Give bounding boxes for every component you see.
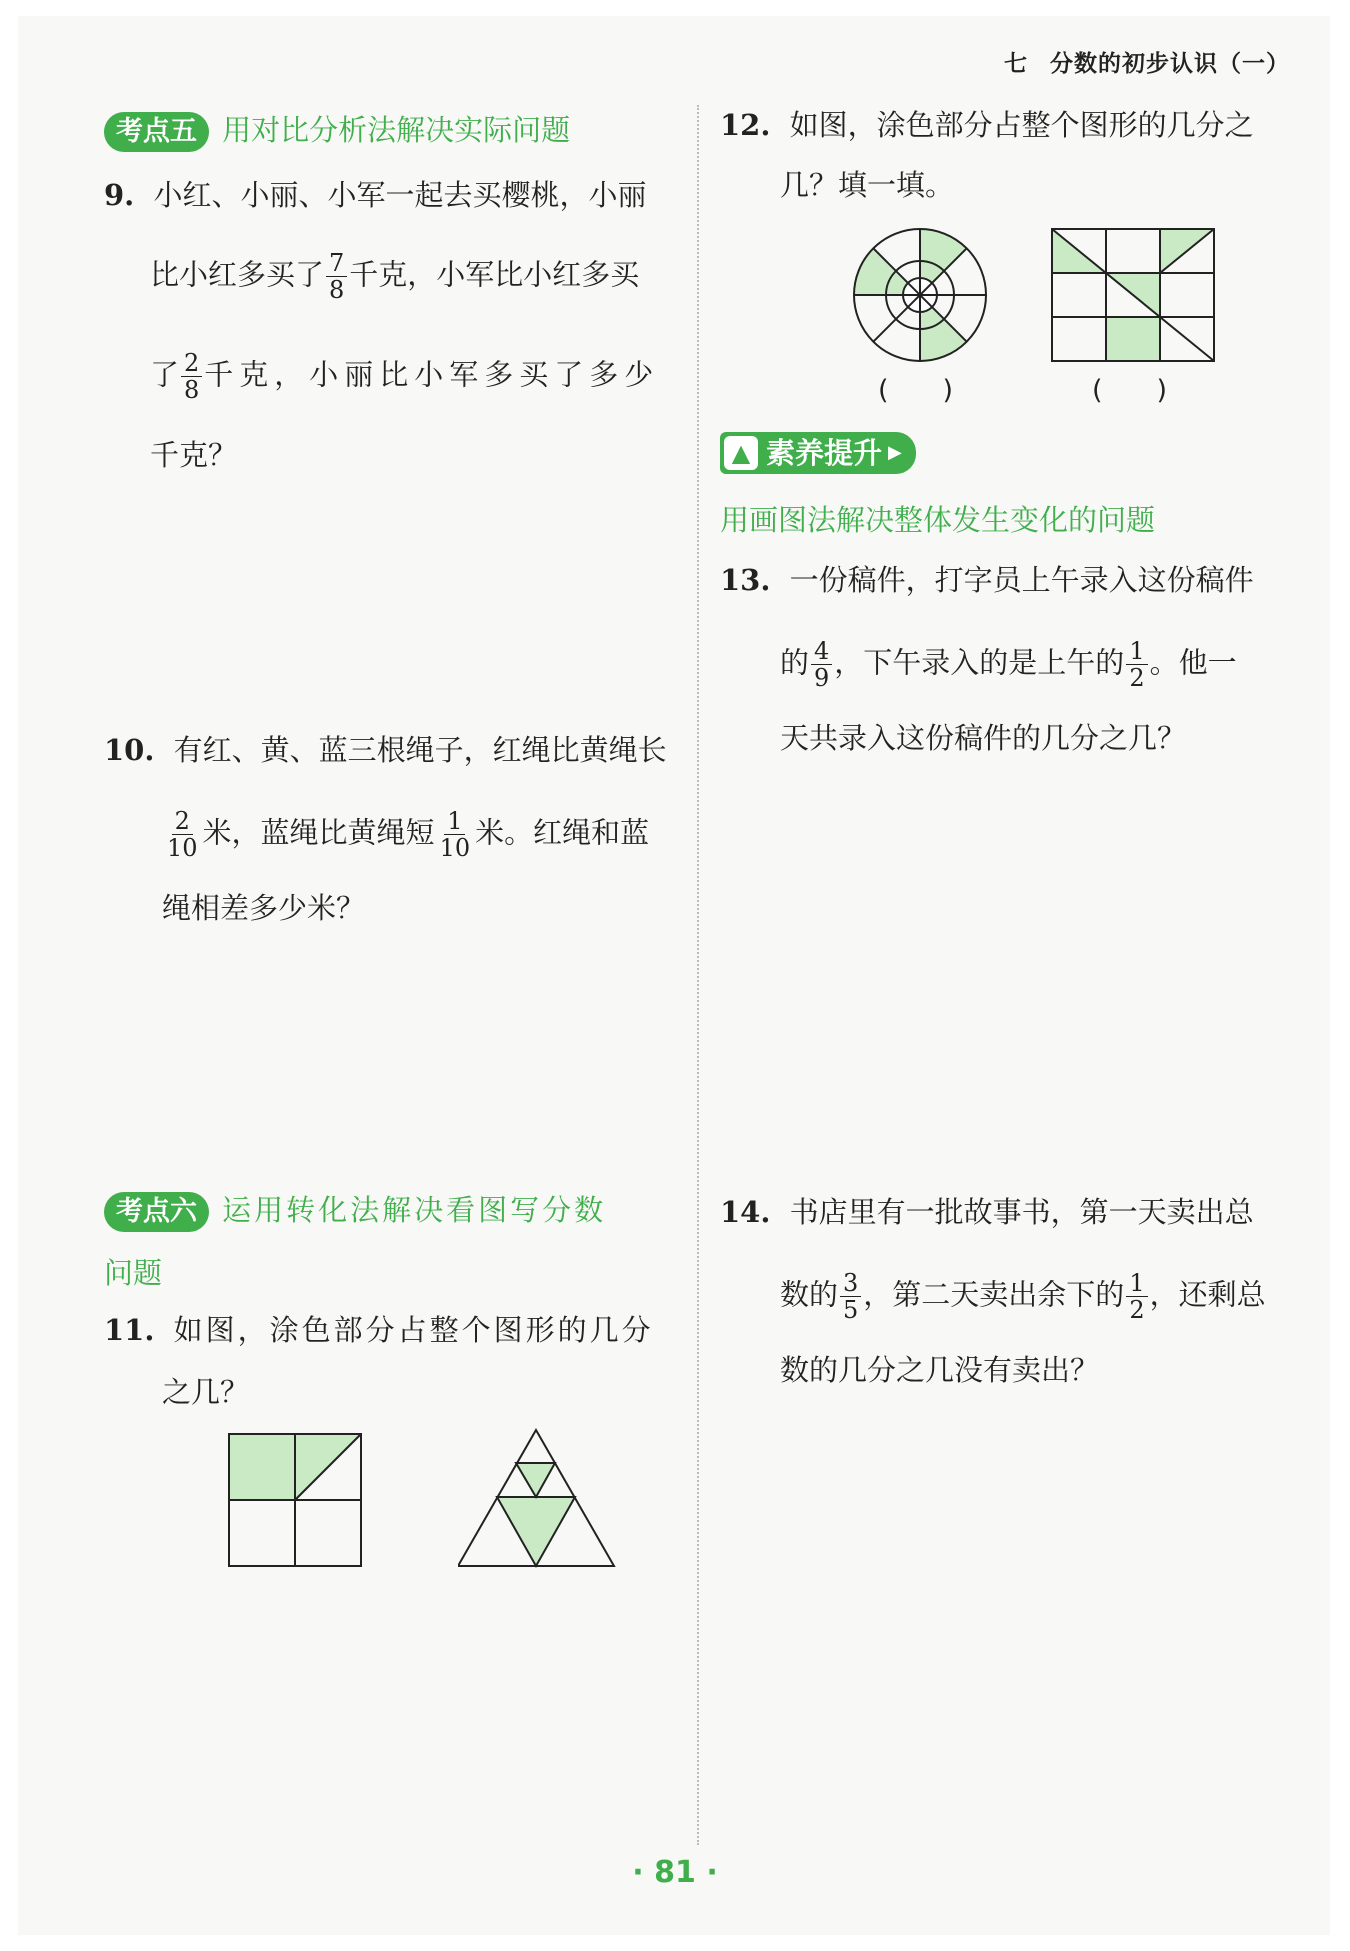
q11-triangle-figure xyxy=(458,1428,618,1570)
q14-line2 xyxy=(780,1270,1266,1323)
chapter-number: 七 xyxy=(1004,51,1028,77)
q10-text: 米。红绳和蓝 xyxy=(475,815,650,850)
q13-text: 。他一 xyxy=(1149,645,1237,680)
q12-answer-paren-2[interactable]: ( ) xyxy=(1092,375,1168,406)
denominator: 10 xyxy=(439,834,471,862)
numerator: 3 xyxy=(840,1270,861,1297)
q10-text: 米，蓝绳比黄绳短 xyxy=(202,815,435,850)
q9-text: 小红、小丽、小军一起去买樱桃，小丽 xyxy=(153,178,647,212)
q10-number: 10. xyxy=(104,733,155,767)
numerator: 1 xyxy=(1126,638,1147,665)
q10-line3: 绳相差多少米？ xyxy=(162,891,366,925)
q10-text: 有红、黄、蓝三根绳子，红绳比黄绳长 xyxy=(173,733,667,767)
page-number-value: 81 xyxy=(654,1855,696,1890)
suyang-header xyxy=(720,432,916,474)
column-divider xyxy=(697,105,699,1845)
q9-text: 比小红多买了 xyxy=(150,257,325,292)
denominator: 5 xyxy=(843,1296,859,1324)
numerator: 1 xyxy=(1126,1270,1147,1297)
q12-line1 xyxy=(720,105,1254,145)
q9-line4: 千克？ xyxy=(150,438,238,472)
q12-line2: 几？填一填。 xyxy=(780,168,955,202)
q14-text: ，还剩总 xyxy=(1149,1277,1266,1312)
page-number: · 81 · xyxy=(632,1855,718,1890)
arrow-up-icon: ▲ xyxy=(724,436,758,470)
q14-text: ，第二天卖出余下的 xyxy=(863,1277,1125,1312)
fraction xyxy=(1126,638,1147,691)
numerator: 7 xyxy=(326,250,347,277)
q13-text: 一份稿件，打字员上午录入这份稿件 xyxy=(789,563,1254,597)
section6-title: 运用转化法解决看图写分数 xyxy=(222,1193,607,1227)
q12-number: 12. xyxy=(720,108,771,142)
q14-number: 14. xyxy=(720,1195,771,1229)
q9-line3 xyxy=(150,350,659,403)
suyang-badge: ▲ 素养提升 ▶ xyxy=(720,432,916,474)
section5-title: 用对比分析法解决实际问题 xyxy=(222,113,571,147)
q11-text: 如图，涂色部分占整个图形的几分 xyxy=(173,1313,654,1347)
fraction xyxy=(840,1270,861,1323)
q13-line1 xyxy=(720,560,1254,600)
section6-header xyxy=(104,1192,606,1232)
q9-line1 xyxy=(104,175,647,215)
fraction xyxy=(164,808,201,861)
numerator: 1 xyxy=(444,808,465,835)
q12-text: 如图，涂色部分占整个图形的几分之 xyxy=(789,108,1254,142)
denominator: 2 xyxy=(1129,664,1145,692)
denominator: 9 xyxy=(814,664,830,692)
q11-number: 11. xyxy=(104,1313,155,1347)
q9-number: 9. xyxy=(104,178,135,212)
denominator: 10 xyxy=(167,834,198,862)
q14-line1 xyxy=(720,1192,1254,1232)
q9-text: 了 xyxy=(150,357,180,392)
q9-text: 千克，小军比小红多买 xyxy=(349,257,640,292)
q12-answer-paren-1[interactable]: ( ) xyxy=(878,375,954,406)
section5-header xyxy=(104,112,570,152)
q13-number: 13. xyxy=(720,563,771,597)
q14-text: 数的 xyxy=(780,1277,839,1312)
q10-line1 xyxy=(104,730,667,770)
q13-line2 xyxy=(780,638,1237,691)
q10-line2 xyxy=(162,808,649,861)
fraction xyxy=(326,250,347,303)
section6-title-cont: 问题 xyxy=(104,1256,163,1290)
numerator: 4 xyxy=(811,638,832,665)
fraction xyxy=(437,808,474,861)
q14-text: 书店里有一批故事书，第一天卖出总 xyxy=(789,1195,1254,1229)
fraction xyxy=(181,350,202,403)
numerator: 2 xyxy=(181,350,202,377)
q11-line1 xyxy=(104,1310,654,1350)
fraction xyxy=(811,638,832,691)
q12-rect-figure xyxy=(1048,225,1218,365)
q14-line3: 数的几分之几没有卖出？ xyxy=(780,1353,1100,1387)
numerator: 2 xyxy=(172,808,193,835)
denominator: 2 xyxy=(1129,1296,1145,1324)
denominator: 8 xyxy=(184,376,200,404)
q13-line3: 天共录入这份稿件的几分之几？ xyxy=(780,721,1187,755)
suyang-title: 用画图法解决整体发生变化的问题 xyxy=(720,503,1156,537)
chapter-header xyxy=(1004,45,1290,78)
denominator: 8 xyxy=(329,276,345,304)
section5-badge: 考点五 xyxy=(104,112,209,152)
fraction xyxy=(1126,1270,1147,1323)
q9-line2 xyxy=(150,250,639,303)
section6-badge: 考点六 xyxy=(104,1192,209,1232)
q9-text: 千克，小丽比小军多买了多少 xyxy=(204,357,660,392)
q13-text: 的 xyxy=(780,645,810,680)
q11-line2: 之几？ xyxy=(162,1375,250,1409)
q11-square-figure xyxy=(225,1430,365,1570)
chapter-title: 分数的初步认识（一） xyxy=(1050,51,1290,77)
suyang-badge-label: 素养提升 xyxy=(766,436,883,470)
q13-text: ，下午录入的是上午的 xyxy=(834,645,1125,680)
q12-circle-figure xyxy=(850,225,990,365)
